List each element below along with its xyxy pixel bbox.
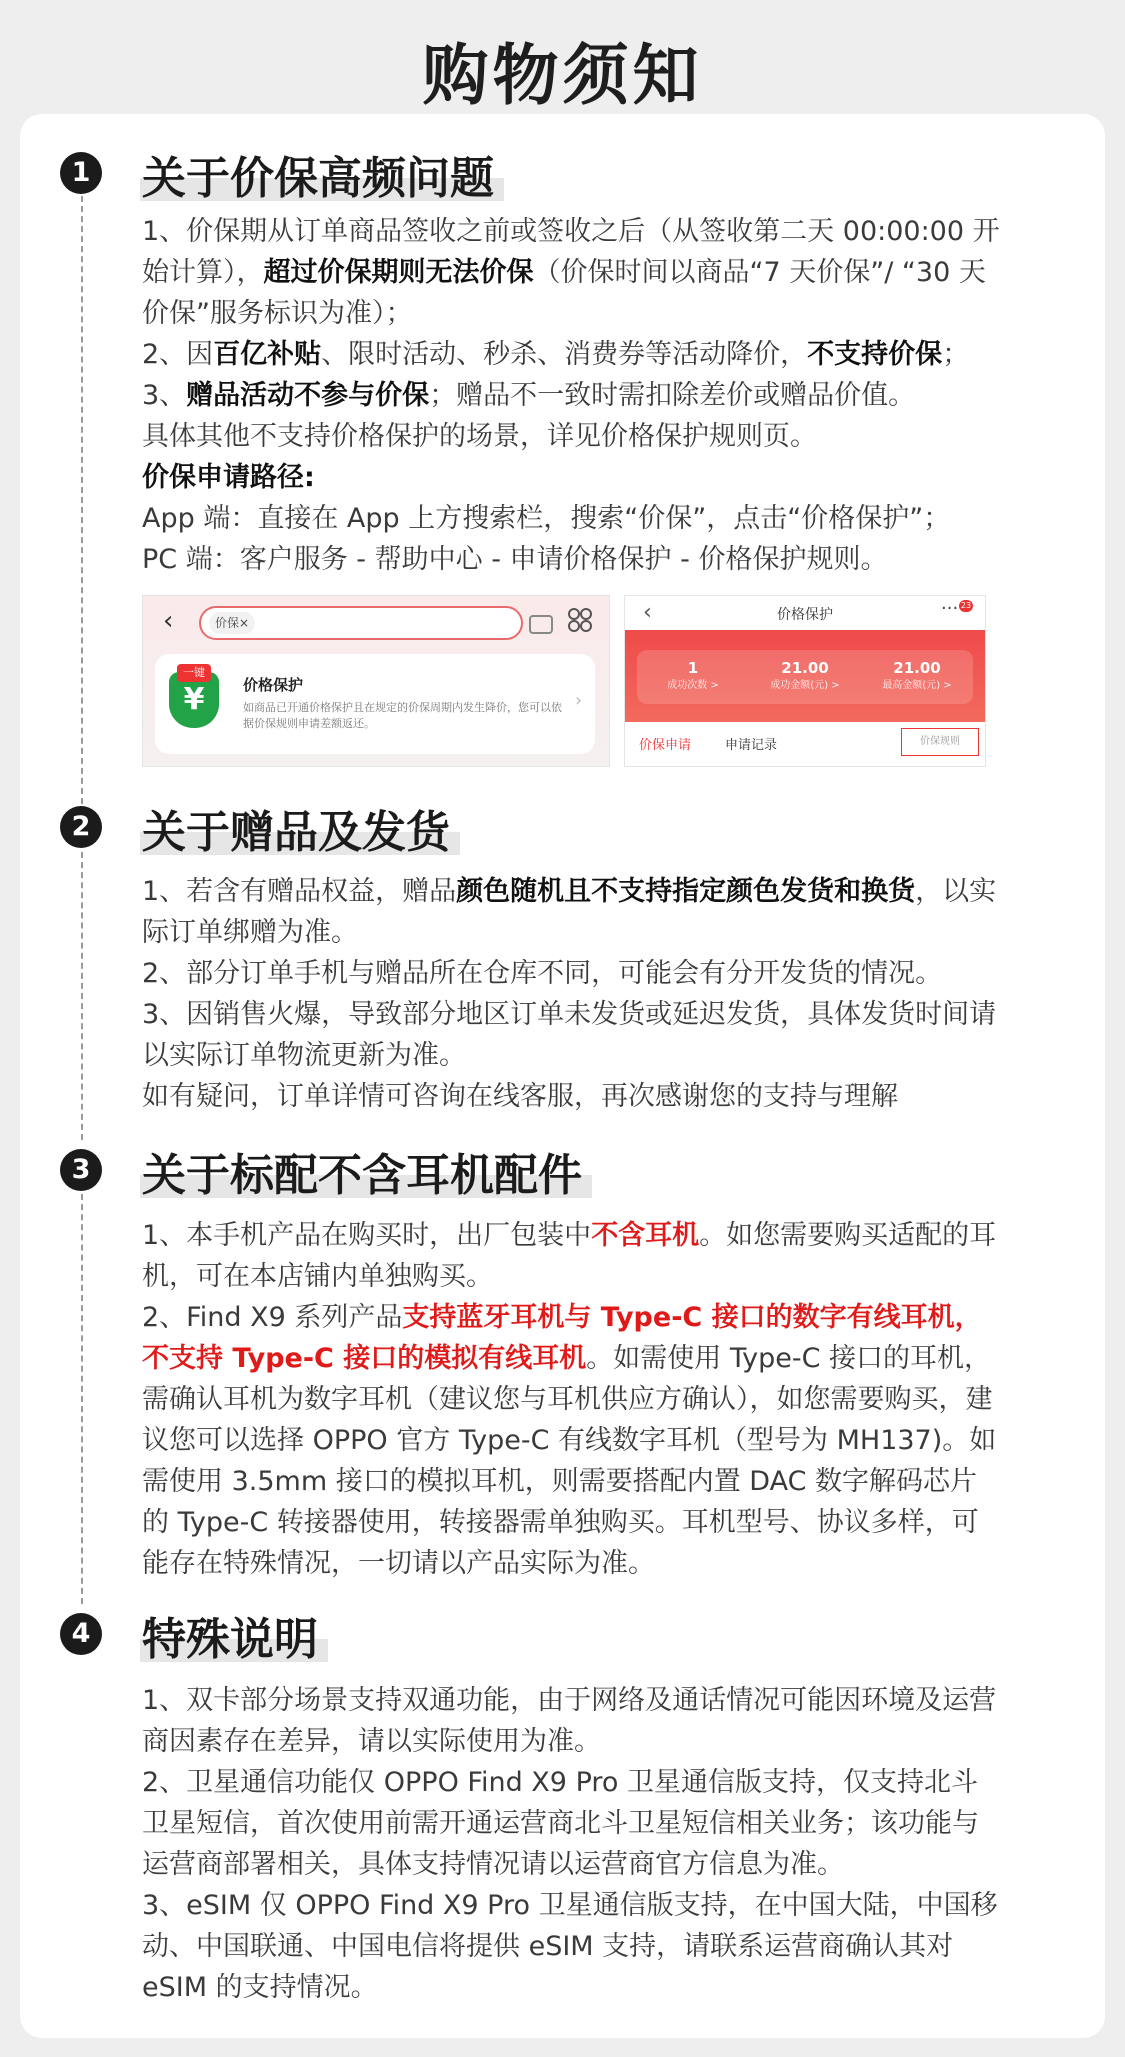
- timeline-line: [81, 1194, 83, 1604]
- tab-records: 申请记录: [725, 738, 778, 753]
- section-title: 关于标配不含耳机配件: [140, 1139, 592, 1203]
- section-title: 关于价保高频问题: [140, 142, 504, 206]
- tab-bar: [625, 722, 985, 766]
- section-number: 2: [60, 806, 102, 848]
- camera-icon: [529, 615, 553, 634]
- chevron-right-icon: ›: [575, 690, 583, 711]
- page-title: 购物须知: [422, 37, 703, 114]
- stats-banner: [625, 630, 985, 722]
- section-title: 特殊说明: [140, 1603, 328, 1667]
- paragraph: PC 端：客户服务 - 帮助中心 - 申请价格保护 - 价格保护规则。: [142, 544, 888, 575]
- section-3-body: [142, 1215, 1002, 1584]
- stat-item: 21.00 成功金额(元) >: [770, 659, 840, 691]
- back-icon: ‹: [163, 606, 174, 636]
- section-1-body: [142, 211, 1002, 580]
- screen-title: 价格保护: [777, 607, 833, 623]
- more-icon: ···: [941, 598, 959, 619]
- price-protect-card: [155, 654, 595, 754]
- paragraph: 具体其他不支持价格保护的场景，详见价格保护规则页。: [142, 421, 817, 452]
- paragraph: App 端：直接在 App 上方搜索栏，搜索“价保”，点击“价格保护”；: [142, 503, 951, 534]
- back-icon: ‹: [643, 600, 652, 625]
- tab-apply: 价保申请: [639, 738, 692, 753]
- section-4-body: [142, 1680, 1002, 2008]
- search-chip: 价保×: [209, 612, 255, 634]
- header-bar: [625, 596, 985, 630]
- tag-badge: 一键: [177, 664, 211, 682]
- stats-box: [637, 650, 973, 704]
- section-2-body: [142, 871, 1002, 1117]
- notification-badge: 23: [960, 601, 972, 610]
- stat-item: 21.00 最高金额(元) >: [882, 659, 952, 691]
- paragraph: 3、赠品活动不参与价保；赠品不一致时需扣除差价或赠品价值。: [142, 380, 916, 411]
- section-number: 1: [60, 152, 102, 194]
- stat-item: 1 成功次数 >: [667, 659, 719, 691]
- shield-icon: ¥: [169, 672, 219, 728]
- paragraph: 1、若含有赠品权益，赠品颜色随机且不支持指定颜色发货和换货，以实际订单绑赠为准。: [142, 876, 997, 948]
- rules-button: 价保规则: [901, 728, 979, 756]
- scan-icon: [568, 608, 590, 630]
- paragraph: 2、部分订单手机与赠品所在仓库不同，可能会有分开发货的情况。: [142, 958, 943, 989]
- paragraph: 2、卫星通信功能仅 OPPO Find X9 Pro 卫星通信版支持，仅支持北斗卫星短信，首次使用前需开通运营商北斗卫星短信相关业务；该功能与运营商部署相关，具体支持情况请以运营商官方信息为准。: [142, 1767, 979, 1880]
- paragraph: 2、Find X9 系列产品支持蓝牙耳机与 Type-C 接口的数字有线耳机，不支持 Type-C 接口的模拟有线耳机。如需使用 Type-C 接口的耳机，需确认耳机为数字耳机（建议您与耳机供应方确认），如您需要购买，建议您可以选择 OPPO 官方 Type-C 有线数字耳机（型号为 MH137)。如需使用 3.5mm 接口的模拟耳机，则需要搭配内置 DAC 数字解码芯片的 Type-C 转接器使用，转接器需单独购买。耳机型号、协议多样，可能存在特殊情况，一切请以产品实际为准。: [142, 1302, 997, 1579]
- paragraph: 3、因销售火爆，导致部分地区订单未发货或延迟发货，具体发货时间请以实际订单物流更新为准。: [142, 999, 997, 1071]
- price-protect-screenshot: [624, 595, 986, 767]
- search-input: [199, 606, 523, 640]
- timeline-line: [81, 196, 83, 804]
- card-title: 价格保护: [243, 676, 304, 694]
- card-description: 如商品已开通价格保护且在规定的价保周期内发生降价，您可以依据价保规则申请差额返还。: [243, 701, 562, 730]
- section-title: 关于赠品及发货: [140, 796, 460, 860]
- app-search-screenshot: [142, 595, 610, 767]
- paragraph: 1、价保期从订单商品签收之前或签收之后（从签收第二天 00:00:00 开始计算），超过价保期则无法价保（价保时间以商品“7 天价保”/ “30 天价保”服务标识为准）；: [142, 216, 1000, 329]
- timeline-line: [81, 852, 83, 1140]
- paragraph: 1、本手机产品在购买时，出厂包装中不含耳机。如您需要购买适配的耳机，可在本店铺内单独购买。: [142, 1220, 997, 1292]
- paragraph: 如有疑问，订单详情可咨询在线客服，再次感谢您的支持与理解: [142, 1081, 898, 1112]
- section-number: 4: [60, 1613, 102, 1655]
- paragraph-heading: 价保申请路径:: [142, 462, 315, 493]
- paragraph: 1、双卡部分场景支持双通功能，由于网络及通话情况可能因环境及运营商因素存在差异，请以实际使用为准。: [142, 1685, 997, 1757]
- paragraph: 3、eSIM 仅 OPPO Find X9 Pro 卫星通信版支持，在中国大陆，中国移动、中国联通、中国电信将提供 eSIM 支持，请联系运营商确认其对 eSIM 的支持情况。: [142, 1890, 998, 2003]
- paragraph: 2、因百亿补贴、限时活动、秒杀、消费券等活动降价，不支持价保；: [142, 339, 970, 370]
- section-number: 3: [60, 1149, 102, 1191]
